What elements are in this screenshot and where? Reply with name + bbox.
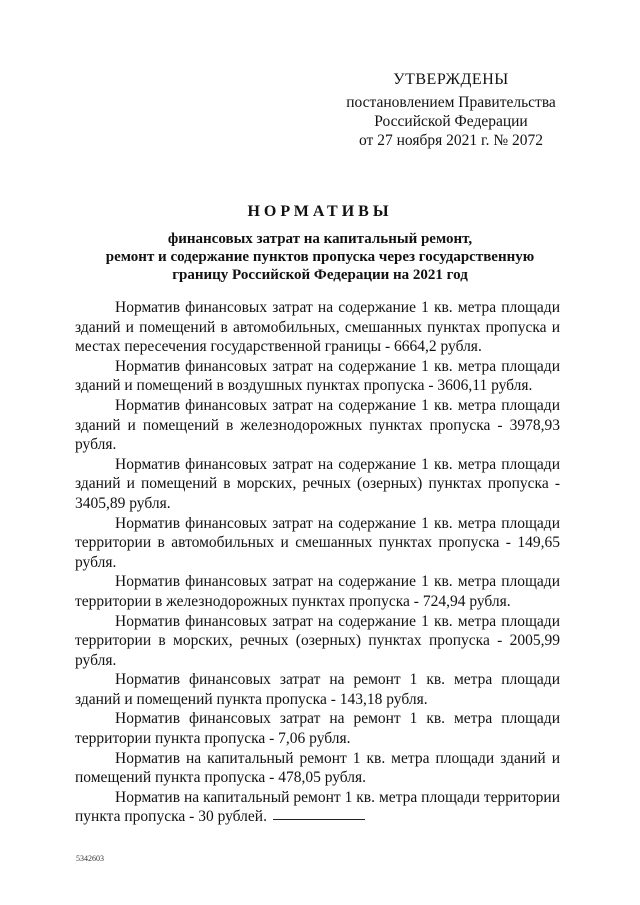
norm-paragraph: Норматив финансовых затрат на содержание 1 кв. метра площади зданий и помещений в автомобильных, смешанных пунктах пропуска и местах пересечения государственной границы - 6664,2 рубля. <box>75 299 560 356</box>
subtitle-line-2: ремонт и содержание пунктов пропуска через государственную <box>105 249 535 265</box>
norm-paragraph: Норматив финансовых затрат на содержание 1 кв. метра площади зданий и помещений в морских, речных (озерных) пунктах пропуска - 3405,89 рубля. <box>75 455 560 512</box>
subtitle-line-1: финансовых затрат на капитальный ремонт, <box>167 231 473 247</box>
norm-paragraph: Норматив финансовых затрат на ремонт 1 кв. метра площади территории пункта пропуска - 7,06 рубля. <box>75 710 560 748</box>
norm-paragraph: Норматив финансовых затрат на содержание 1 кв. метра площади зданий и помещений в воздушных пунктах пропуска - 3606,11 рубля. <box>75 357 560 395</box>
norm-paragraph: Норматив финансовых затрат на содержание 1 кв. метра площади территории в морских, речных (озерных) пунктах пропуска - 2005,99 рубля. <box>75 612 560 669</box>
subtitle-line-3: границу Российской Федерации на 2021 год <box>172 267 468 283</box>
approval-stamp <box>340 70 562 150</box>
document-title: НОРМАТИВЫ <box>247 203 393 220</box>
norm-paragraph: Норматив финансовых затрат на содержание 1 кв. метра площади территории в автомобильных и смешанных пунктах пропуска - 149,65 рубля. <box>75 514 560 571</box>
end-divider <box>273 819 365 820</box>
approval-line-3: от 27 ноября 2021 г. № 2072 <box>359 132 543 149</box>
approval-heading: УТВЕРЖДЕНЫ <box>393 71 509 88</box>
norm-paragraph: Норматив финансовых затрат на содержание 1 кв. метра площади зданий и помещений в железнодорожных пунктах пропуска - 3978,93 рубля. <box>75 396 560 454</box>
approval-line-2: Российской Федерации <box>374 113 528 130</box>
document-subtitle <box>80 230 560 284</box>
document-code: 5342603 <box>76 854 104 863</box>
norm-paragraph: Норматив на капитальный ремонт 1 кв. метра площади территории пункта пропуска - 30 рублей. <box>75 788 560 826</box>
norm-paragraph: Норматив финансовых затрат на содержание 1 кв. метра площади территории в железнодорожных пунктах пропуска - 724,94 рубля. <box>75 573 560 610</box>
approval-line-1: постановлением Правительства <box>346 94 556 111</box>
document-body <box>75 298 560 827</box>
norm-paragraph: Норматив на капитальный ремонт 1 кв. метра площади зданий и помещений пункта пропуска - 478,05 рубля. <box>75 749 560 787</box>
norm-paragraph: Норматив финансовых затрат на ремонт 1 кв. метра площади зданий и помещений пункта пропуска - 143,18 рубля. <box>75 671 560 708</box>
